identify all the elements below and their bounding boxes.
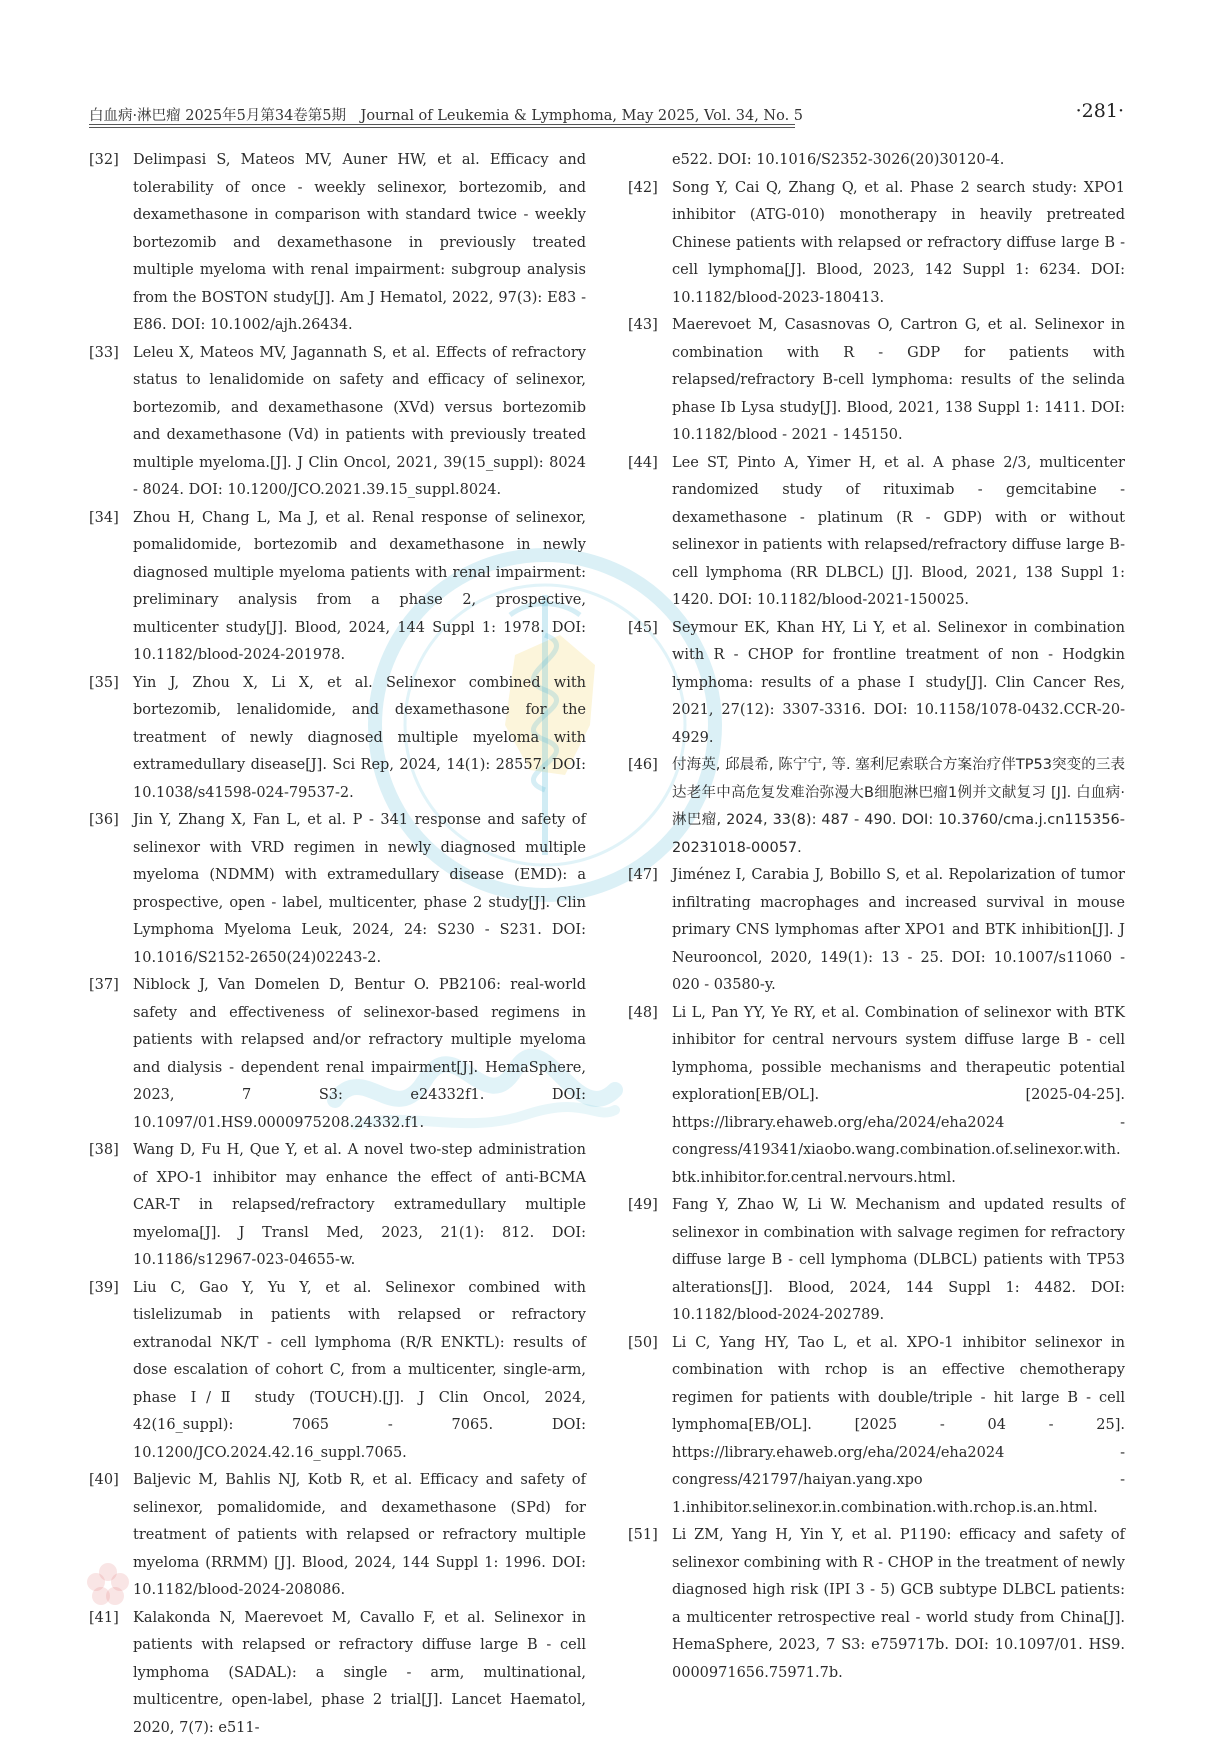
reference-number: [46] <box>628 752 672 780</box>
running-header <box>89 100 1124 130</box>
reference-number: [33] <box>89 340 133 368</box>
reference-text: Delimpasi S, Mateos MV, Auner HW, et al. Efficacy and tolerability of once - weekly selinexor, bortezomib, and dexamethasone in comparison with standard twice - weekly bortezomib and dexamethasone in previously treated multiple myeloma with renal impairment: subgroup analysis from the BOSTON study[J]. Am J Hematol, 2022, 97(3): E83 - E86. DOI: 10.1002/ajh.26434. <box>133 147 586 340</box>
reference-number: [38] <box>89 1137 133 1165</box>
reference-item <box>89 1275 586 1468</box>
reference-item <box>89 147 586 340</box>
reference-item <box>89 1137 586 1275</box>
reference-text: Liu C, Gao Y, Yu Y, et al. Selinexor combined with tislelizumab in patients with relapsed or refractory extranodal NK/T - cell lymphoma (R/R ENKTL): results of dose escalation of cohort C, from a multicenter, single-arm, phase Ⅰ/Ⅱ study (TOUCH).[J]. J Clin Oncol, 2024, 42(16_suppl): 7065 - 7065. DOI: 10.1200/JCO.2024.42.16_suppl.7065. <box>133 1275 586 1468</box>
reference-item <box>628 1522 1125 1687</box>
reference-text: Lee ST, Pinto A, Yimer H, et al. A phase 2/3, multicenter randomized study of rituximab - gemcitabine - dexamethasone - platinum (R - GDP) with or without selinexor in patients with relapsed/refractory diffuse large B-cell lymphoma (RR DLBCL) [J]. Blood, 2021, 138 Suppl 1: 1420. DOI: 10.1182/blood-2021-150025. <box>672 450 1125 615</box>
reference-text: Li C, Yang HY, Tao L, et al. XPO-1 inhibitor selinexor in combination with rchop is an effective chemotherapy regimen for patients with double/triple - hit large B - cell lymphoma[EB/OL]. [2025 - 04 - 25]. https://library.ehaweb.org/eha/2024/eha2024 - congress/421797/haiyan.yang.xpo - 1.inhibitor.selinexor.in.combination.with.rchop.is.an.html. <box>672 1330 1125 1523</box>
reference-column-right <box>628 147 1125 1687</box>
reference-number: [35] <box>89 670 133 698</box>
reference-item <box>628 1330 1125 1523</box>
reference-number: [42] <box>628 175 672 203</box>
reference-text: Jin Y, Zhang X, Fan L, et al. P - 341 response and safety of selinexor with VRD regimen in newly diagnosed multiple myeloma (NDMM) with extramedullary disease (EMD): a prospective, open - label, multicenter, phase 2 study[J]. Clin Lymphoma Myeloma Leuk, 2024, 24: S230 - S231. DOI: 10.1016/S2152-2650(24)02243-2. <box>133 807 586 972</box>
reference-text: Kalakonda N, Maerevoet M, Cavallo F, et al. Selinexor in patients with relapsed or refractory diffuse large B - cell lymphoma (SADAL): a single - arm, multinational, multicentre, open-label, phase 2 trial[J]. Lancet Haematol, 2020, 7(7): e511- <box>133 1605 586 1742</box>
reference-text: Zhou H, Chang L, Ma J, et al. Renal response of selinexor, pomalidomide, bortezomib and dexamethasone in newly diagnosed multiple myeloma patients with renal impairment: preliminary analysis from a phase 2, prospective, multicenter study[J]. Blood, 2024, 144 Suppl 1: 1978. DOI: 10.1182/blood-2024-201978. <box>133 505 586 670</box>
reference-text: Yin J, Zhou X, Li X, et al. Selinexor combined with bortezomib, lenalidomide, and dexamethasone for the treatment of newly diagnosed multiple myeloma with extramedullary disease[J]. Sci Rep, 2024, 14(1): 28557. DOI: 10.1038/s41598-024-79537-2. <box>133 670 586 808</box>
reference-number: [39] <box>89 1275 133 1303</box>
reference-text: Wang D, Fu H, Que Y, et al. A novel two-step administration of XPO-1 inhibitor may enhance the effect of anti-BCMA CAR-T in relapsed/refractory extramedullary multiple myeloma[J]. J Transl Med, 2023, 21(1): 812. DOI: 10.1186/s12967-023-04655-w. <box>133 1137 586 1275</box>
reference-number: [44] <box>628 450 672 478</box>
reference-number: [43] <box>628 312 672 340</box>
reference-number: [36] <box>89 807 133 835</box>
reference-item <box>89 340 586 505</box>
reference-text: Fang Y, Zhao W, Li W. Mechanism and updated results of selinexor in combination with salvage regimen for refractory diffuse large B - cell lymphoma (DLBCL) patients with TP53 alterations[J]. Blood, 2024, 144 Suppl 1: 4482. DOI: 10.1182/blood-2024-202789. <box>672 1192 1125 1330</box>
reference-text: Baljevic M, Bahlis NJ, Kotb R, et al. Efficacy and safety of selinexor, pomalidomide, and dexamethasone (SPd) for treatment of patients with relapsed or refractory multiple myeloma (RRMM) [J]. Blood, 2024, 144 Suppl 1: 1996. DOI: 10.1182/blood-2024-208086. <box>133 1467 586 1605</box>
reference-item <box>89 972 586 1137</box>
reference-number: [40] <box>89 1467 133 1495</box>
reference-item <box>628 312 1125 450</box>
reference-text: Song Y, Cai Q, Zhang Q, et al. Phase 2 search study: XPO1 inhibitor (ATG-010) monotherapy in heavily pretreated Chinese patients with relapsed or refractory diffuse large B - cell lymphoma[J]. Blood, 2023, 142 Suppl 1: 6234. DOI: 10.1182/blood-2023-180413. <box>672 175 1125 313</box>
reference-number: [49] <box>628 1192 672 1220</box>
reference-item <box>89 505 586 670</box>
header-rule <box>89 124 795 125</box>
reference-item <box>628 862 1125 1000</box>
reference-text: Niblock J, Van Domelen D, Bentur O. PB2106: real-world safety and effectiveness of selinexor-based regimens in patients with relapsed and/or refractory multiple myeloma and dialysis - dependent renal impairment[J]. HemaSphere, 2023, 7 S3: e24332f1. DOI: 10.1097/01.HS9.0000975208.24332.f1. <box>133 972 586 1137</box>
reference-number: [34] <box>89 505 133 533</box>
reference-item <box>89 807 586 972</box>
reference-number: [32] <box>89 147 133 175</box>
reference-item <box>628 615 1125 753</box>
reference-text: Li L, Pan YY, Ye RY, et al. Combination of selinexor with BTK inhibitor for central nervours system diffuse large B - cell lymphoma, possible mechanisms and therapeutic potential exploration[EB/OL]. [2025-04-25]. https://library.ehaweb.org/eha/2024/eha2024 - congress/419341/xiaobo.wang.combination.of.selinexor.with.btk.inhibitor.for.central.nervours.html. <box>672 1000 1125 1193</box>
header-rule <box>89 127 795 128</box>
reference-item <box>628 752 1125 862</box>
reference-text: Li ZM, Yang H, Yin Y, et al. P1190: efficacy and safety of selinexor combining with R - CHOP in the treatment of newly diagnosed high risk (IPI 3 - 5) GCB subtype DLBCL patients: a multicenter retrospective real - world study from China[J]. HemaSphere, 2023, 7 S3: e759717b. DOI: 10.1097/01. HS9. 0000971656.75971.7b. <box>672 1522 1125 1687</box>
reference-item <box>89 1467 586 1605</box>
reference-item <box>628 175 1125 313</box>
reference-text: Seymour EK, Khan HY, Li Y, et al. Selinexor in combination with R - CHOP for frontline treatment of non - Hodgkin lymphoma: results of a phase Ⅰ study[J]. Clin Cancer Res, 2021, 27(12): 3307-3316. DOI: 10.1158/1078-0432.CCR-20-4929. <box>672 615 1125 753</box>
reference-number: [48] <box>628 1000 672 1028</box>
reference-number: [47] <box>628 862 672 890</box>
reference-text: Leleu X, Mateos MV, Jagannath S, et al. Effects of refractory status to lenalidomide on safety and efficacy of selinexor, bortezomib, and dexamethasone (XVd) versus bortezomib and dexamethasone (Vd) in patients with previously treated multiple myeloma.[J]. J Clin Oncol, 2021, 39(15_suppl): 8024 - 8024. DOI: 10.1200/JCO.2021.39.15_suppl.8024. <box>133 340 586 505</box>
reference-text: 付海英, 邱晨希, 陈宁宁, 等. 塞利尼索联合方案治疗伴TP53突变的三表达老年中高危复发难治弥漫大B细胞淋巴瘤1例并文献复习 [J]. 白血病·淋巴瘤, 2024, 33(8): 487 - 490. DOI: 10.3760/cma.j.cn115356-20231018-00057. <box>672 752 1125 862</box>
page-number: ·281· <box>1076 100 1124 122</box>
reference-number: [45] <box>628 615 672 643</box>
reference-item <box>89 670 586 808</box>
reference-column-left <box>89 147 586 1742</box>
reference-number: [37] <box>89 972 133 1000</box>
journal-header: 白血病·淋巴瘤 2025年5月第34卷第5期 Journal of Leukemia & Lymphoma, May 2025, Vol. 34, No. 5 <box>89 104 803 125</box>
reference-text: Jiménez I, Carabia J, Bobillo S, et al. Repolarization of tumor infiltrating macrophages and increased survival in mouse primary CNS lymphomas after XPO1 and BTK inhibition[J]. J Neurooncol, 2020, 149(1): 13 - 25. DOI: 10.1007/s11060 - 020 - 03580-y. <box>672 862 1125 1000</box>
reference-item <box>628 1000 1125 1193</box>
reference-item <box>628 1192 1125 1330</box>
reference-number: [41] <box>89 1605 133 1633</box>
reference-continuation: e522. DOI: 10.1016/S2352-3026(20)30120-4. <box>628 147 1125 175</box>
reference-number: [50] <box>628 1330 672 1358</box>
reference-number: [51] <box>628 1522 672 1550</box>
reference-text: Maerevoet M, Casasnovas O, Cartron G, et al. Selinexor in combination with R - GDP for patients with relapsed/refractory B-cell lymphoma: results of the selinda phase Ⅰb Lysa study[J]. Blood, 2021, 138 Suppl 1: 1411. DOI: 10.1182/blood - 2021 - 145150. <box>672 312 1125 450</box>
reference-item <box>89 1605 586 1742</box>
reference-item <box>628 450 1125 615</box>
